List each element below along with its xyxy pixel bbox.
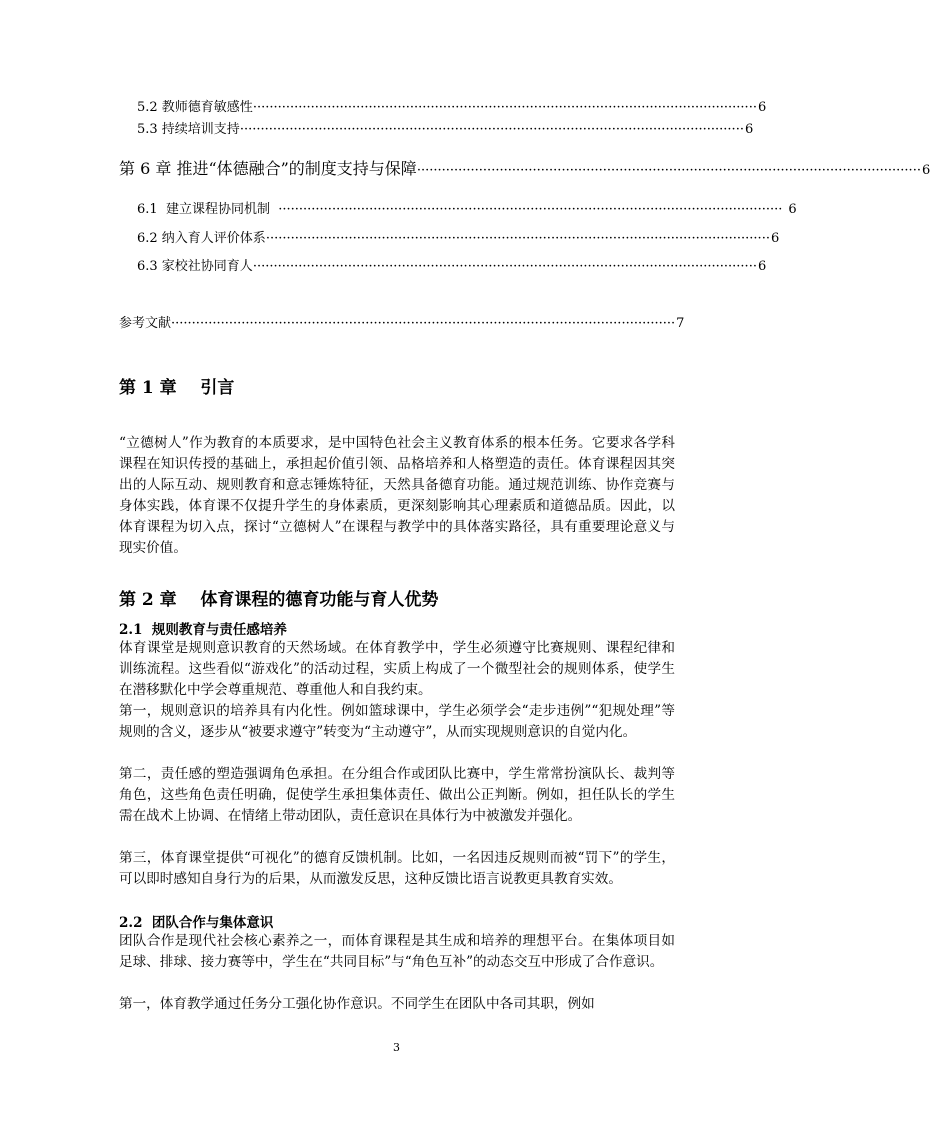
chapter-2-heading: 第 2 章 体育课程的德育功能与育人优势	[119, 590, 439, 610]
toc-leader-dots: ··························································································································	[239, 122, 744, 137]
section-2-1-paragraph-4: 第三，体育课堂提供“可视化”的德育反馈机制。比如，一名因违反规则而被“罚下”的学生，可以即时感知自身行为的后果，从而激发反思，这种反馈比语言说教更具教育实效。	[119, 850, 675, 887]
section-2-1-paragraph-3: 第二，责任感的塑造强调角色承担。在分组合作或团队比赛中，学生常常扮演队长、裁判等角色，这些角色责任明确，促使学生承担集体责任、做出公正判断。例如，担任队长的学生需在战术上协调、在情绪上带动团队，责任意识在具体行为中被激发并强化。	[119, 766, 675, 824]
toc-label: 6.1 建立课程协同机制	[137, 202, 279, 217]
toc-entry-5-2[interactable]	[137, 96, 767, 115]
toc-label: 5.3 持续培训支持	[137, 122, 240, 137]
section-2-1-paragraph-1: 体育课堂是规则意识教育的天然场域。在体育教学中，学生必须遵守比赛规则、课程纪律和训练流程。这些看似“游戏化”的活动过程，实质上构成了一个微型社会的规则体系，使学生在潜移默化中学会尊重规范、尊重他人和自我约束。	[119, 640, 675, 698]
toc-label: 5.2 教师德育敏感性	[137, 100, 253, 115]
toc-leader-dots: ··························································································································	[252, 100, 757, 115]
toc-leader-dots: ··························································································································	[252, 259, 757, 274]
toc-label: 参考文献	[119, 316, 172, 331]
toc-page-number: 7	[676, 316, 685, 331]
toc-page-number: 6	[744, 122, 754, 137]
toc-page-number: 6	[921, 163, 930, 178]
chapter-1-paragraph: “立德树人”作为教育的本质要求，是中国特色社会主义教育体系的根本任务。它要求各学科课程在知识传授的基础上，承担起价值引领、品格培养和人格塑造的责任。体育课程因其突出的人际互动、规则教育和意志锤炼特征，天然具备德育功能。通过规范训练、协作竞赛与身体实践，体育课不仅提升学生的身体素质，更深刻影响其心理素质和道德品质。因此，以体育课程为切入点，探讨“立德树人”在课程与教学中的具体落实路径，具有重要理论意义与现实价值。	[119, 435, 675, 556]
toc-label: 6.3 家校社协同育人	[137, 259, 253, 274]
toc-entry-references[interactable]	[119, 312, 685, 331]
toc-entry-6-3[interactable]	[137, 255, 767, 274]
toc-entry-5-3[interactable]	[137, 118, 754, 137]
toc-leader-dots: ··························································································································	[416, 163, 921, 178]
toc-leader-dots: ··························································································································	[265, 231, 770, 246]
toc-page-number: 6	[757, 259, 767, 274]
toc-page-number: 6	[757, 100, 767, 115]
section-2-1-paragraph-2: 第一，规则意识的培养具有内化性。例如篮球课中，学生必须学会“走步违例”“犯规处理”等规则的含义，逐步从“被要求遵守”转变为“主动遵守”，从而实现规则意识的自觉内化。	[119, 703, 675, 740]
toc-entry-chapter-6[interactable]	[119, 156, 930, 179]
section-2-2-paragraph-1: 团队合作是现代社会核心素养之一，而体育课程是其生成和培养的理想平台。在集体项目如足球、排球、接力赛等中，学生在“共同目标”与“角色互补”的动态交互中形成了合作意识。	[119, 933, 675, 970]
toc-entry-6-2[interactable]	[137, 227, 780, 246]
chapter-1-heading: 第 1 章 引言	[119, 378, 235, 398]
toc-label: 第 6 章 推进“体德融合”的制度支持与保障	[119, 159, 417, 178]
toc-leader-dots: ··························································································································	[278, 202, 783, 217]
toc-page-number: 6	[788, 202, 797, 217]
toc-leader-dots: ··························································································································	[171, 316, 676, 331]
section-2-2-heading: 2.2 团队合作与集体意识	[119, 915, 274, 931]
toc-page-number: 6	[770, 231, 780, 246]
toc-entry-6-1[interactable]	[137, 198, 797, 217]
toc-label: 6.2 纳入育人评价体系	[137, 231, 266, 246]
section-2-1-heading: 2.1 规则教育与责任感培养	[119, 622, 287, 638]
page-number: 3	[393, 1041, 400, 1054]
section-2-2-paragraph-2: 第一，体育教学通过任务分工强化协作意识。不同学生在团队中各司其职，例如	[119, 996, 595, 1012]
